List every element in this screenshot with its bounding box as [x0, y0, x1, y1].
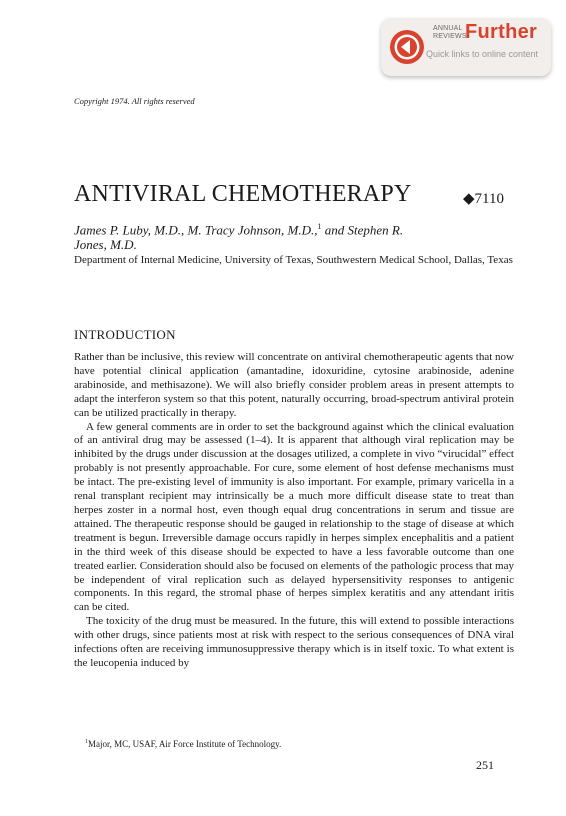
- body-text: [74, 351, 514, 671]
- article-code: ◆7110: [463, 191, 504, 207]
- badge-subtitle[interactable]: Quick links to online content: [426, 49, 539, 59]
- badge-brand-small: ANNUAL REVIEWS: [433, 25, 467, 40]
- footnote: [85, 739, 281, 749]
- footnote-text: Major, MC, USAF, Air Force Institute of Technology.: [88, 739, 282, 749]
- play-arrow-icon: [389, 29, 425, 65]
- copyright-notice: Copyright 1974. All rights reserved: [74, 96, 195, 106]
- paragraph: A few general comments are in order to set the background against which the clinical evaluation of an antiviral drug may be assessed (1–4). It is apparent that although viral replication may be inhibited by the drugs under discussion at the dosages utilized, a complete in vivo “virucidal” effect probably is not presently approachable. For cure, some element of host defense mechanisms must be intact. The pre-existing level of immunity is also important. For example, primary varicella in a renal transplant recipient may intrinsically be a much more difficult disease state to treat than herpes zoster in a normal host, even though equal drug concentrations in serum and tissue are attained. The therapeutic response should be gauged in relationship to the stage of disease at which treatment is begun. Irreversible damage occurs rapidly in herpes simplex encephalitis and a patient in the third week of this disease should be expected to have a less favorable outcome than one treated earlier. Consideration should also be focused on elements of the pathologic process that may be independent of viral replication such as delayed hypersensitivity responses to antigenic components. In this regard, the stromal phase of herpes simplex keratitis and any attendant iritis can be cited.: [74, 420, 514, 614]
- badge-brand-big: Further: [465, 21, 538, 43]
- affiliation: Department of Internal Medicine, University of Texas, Southwestern Medical School, Dallas, Texas: [74, 254, 513, 266]
- author-footnote-marker: 1: [317, 222, 322, 231]
- paragraph: The toxicity of the drug must be measured. In the future, this will extend to possible interactions with other drugs, since patients most at risk with respect to the serious consequences of DNA viral infections often are receiving immunosuppressive therapy which is in itself toxic. To what extent is the leucopenia induced by: [74, 615, 514, 669]
- article-title: ANTIVIRAL CHEMOTHERAPY: [74, 181, 412, 207]
- authors-line1-end: and Stephen R.: [321, 222, 404, 238]
- further-badge[interactable]: [381, 18, 551, 76]
- paragraph: Rather than be inclusive, this review will concentrate on antiviral chemotherapeutic agents that now have potential clinical application (amantadine, idoxuridine, cytosine arabinoside, adenine arabinoside, and methisazone). We will also briefly consider problem areas in present attempts to adapt the interferon system so that this potent, naturally occurring, broad-spectrum antiviral protein can be utilized practically in therapy.: [74, 351, 514, 419]
- section-heading: INTRODUCTION: [74, 327, 176, 342]
- authors-line2: Jones, M.D.: [74, 237, 137, 253]
- footnote-marker: 1: [85, 739, 88, 745]
- author-list: [74, 219, 494, 252]
- authors-line1: James P. Luby, M.D., M. Tracy Johnson, M.D.,: [74, 222, 318, 238]
- page-number: 251: [476, 758, 494, 772]
